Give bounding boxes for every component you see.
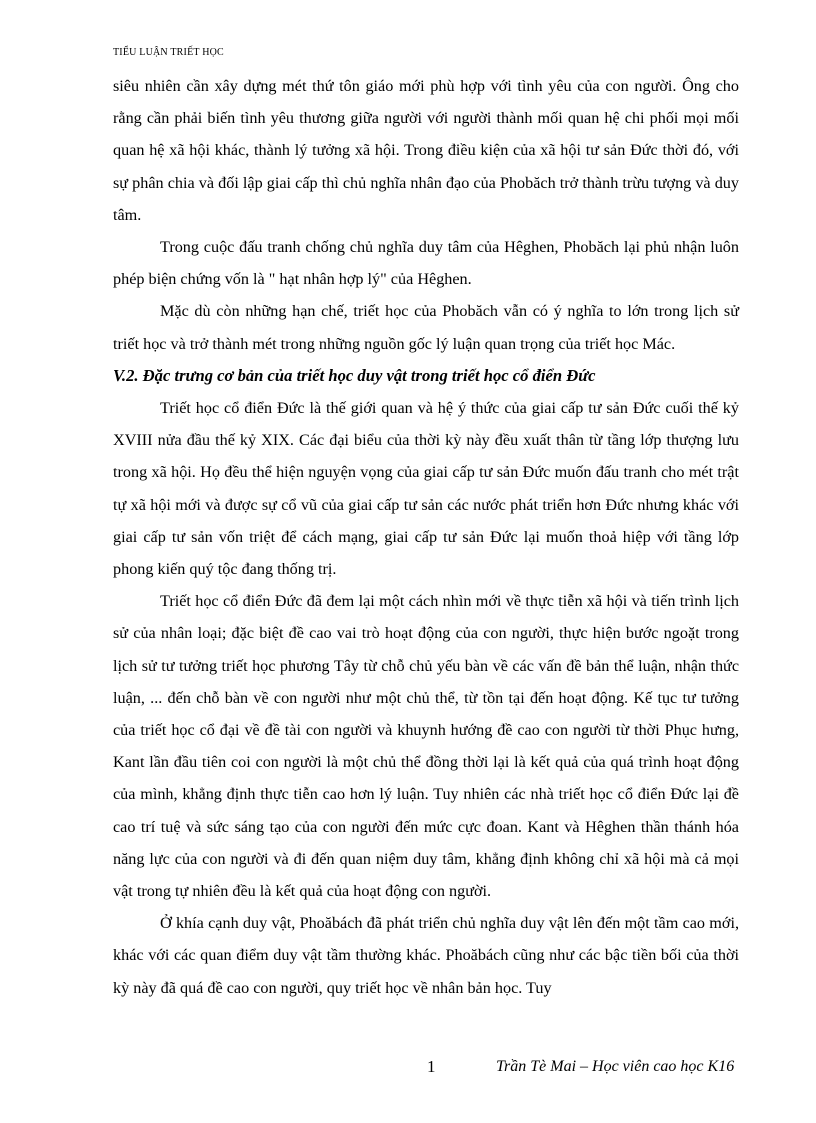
footer-author: Trần Tè Mai – Học viên cao học K16 bbox=[496, 1058, 735, 1075]
page-number: 1 bbox=[427, 1057, 436, 1076]
paragraph-4: Triết học cổ điển Đức là thế giới quan và hệ ý thức của giai cấp tư sản Đức cuối thế kỷ XVIII nửa đầu thế kỷ XIX. Các đại biểu của thời kỳ này đều xuất thân từ tầng lớp thượng lưu trong xã hội. Họ đều thể hiện nguyện vọng của giai cấp tư sản Đức muốn đấu tranh cho mét trật tự xã hội mới và được sự cổ vũ của giai cấp tư sản các nước phát triển hơn Đức nhưng khác với giai cấp tư sản vốn triệt để cách mạng, giai cấp tư sản Đức lại muốn thoả hiệp với tầng lớp phong kiến quý tộc đang thống trị. bbox=[113, 399, 739, 579]
document-body bbox=[113, 70, 739, 1004]
paragraph-6: Ở khía cạnh duy vật, Phoăbách đã phát triển chủ nghĩa duy vật lên đến một tầm cao mới, khác với các quan điểm duy vật tầm thường khác. Phoăbách cũng như các bậc tiền bối của thời kỳ này đã quá đề cao con người, quy triết học về nhân bản học. Tuy bbox=[113, 914, 739, 997]
paragraph-3: Mặc dù còn những hạn chế, triết học của Phobăch vẫn có ý nghĩa to lớn trong lịch sử triết học và trở thành mét trong những nguồn gốc lý luận quan trọng của triết học Mác. bbox=[113, 302, 739, 353]
running-header: TIỂU LUẬN TRIẾT HỌC bbox=[113, 47, 224, 58]
paragraph-5: Triết học cổ điển Đức đã đem lại một cách nhìn mới về thực tiễn xã hội và tiến trình lịch sử của nhân loại; đặc biệt đề cao vai trò hoạt động của con người, thực hiện bước ngoặt trong lịch sử tư tưởng triết học phương Tây từ chỗ chủ yếu bàn về các vấn đề bản thể luận, nhận thức luận, ... đến chỗ bàn về con người như một chủ thể, từ tồn tại đến hoạt động. Kế tục tư tưởng của triết học cổ đại về đề tài con người và khuynh hướng đề cao con người từ thời Phục hưng, Kant lần đầu tiên coi con người là một chủ thể đồng thời lại là kết quả của quá trình hoạt động của mình, khẳng định thực tiễn cao hơn lý luận. Tuy nhiên các nhà triết học cổ điển Đức lại đề cao trí tuệ và sức sáng tạo của con người đến mức cực đoan. Kant và Hêghen thần thánh hóa năng lực của con người và đi đến quan niệm duy tâm, khẳng định không chỉ xã hội mà cả mọi vật trong tự nhiên đều là kết quả của hoạt động con người. bbox=[113, 592, 739, 901]
paragraph-2: Trong cuộc đấu tranh chống chủ nghĩa duy tâm của Hêghen, Phobăch lại phủ nhận luôn phép biện chứng vốn là " hạt nhân hợp lý" của Hêghen. bbox=[113, 238, 739, 289]
paragraph-1: siêu nhiên cần xây dựng mét thứ tôn giáo mới phù hợp với tình yêu của con người. Ông cho rằng cần phải biến tình yêu thương giữa người với người thành mối quan hệ chi phối mọi mối quan hệ xã hội khác, thành lý tưởng xã hội. Trong điều kiện của xã hội tư sản Đức thời đó, với sự phân chia và đối lập giai cấp thì chủ nghĩa nhân đạo của Phobăch trở thành trừu tượng và duy tâm. bbox=[113, 77, 739, 224]
section-heading: V.2. Đặc trưng cơ bản của triết học duy vật trong triết học cổ điển Đức bbox=[113, 365, 596, 385]
